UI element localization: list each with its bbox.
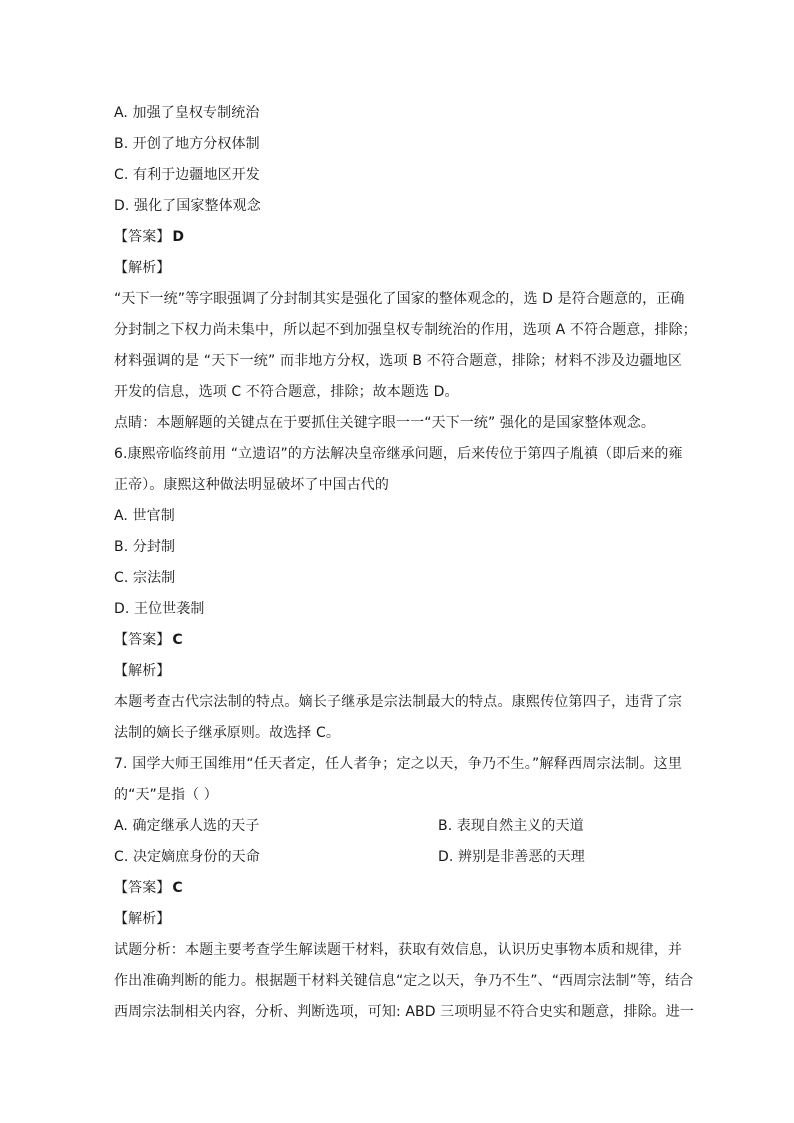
answer-label: 【答案】 [114, 229, 171, 245]
q5-analysis-line: 材料强调的是 “天下一统” 而非地方分权，选项 B 不符合题意，排除；材料不涉及边疆地区 [114, 353, 682, 369]
q6-analysis-line: 本题考查古代宗法制的特点。嫡长子继承是宗法制最大的特点。康熙传位第四子，违背了宗 [114, 694, 682, 710]
q5-analysis-line: 分封制之下权力尚未集中，所以起不到加强皇权专制统治的作用，选项 A 不符合题意，排除； [114, 322, 697, 338]
q7-option-d: D. 辨别是非善恶的天理 [438, 849, 585, 865]
q5-option-d: D. 强化了国家整体观念 [114, 198, 261, 214]
answer-label: 【答案】 [114, 880, 171, 896]
q7-option-b: B. 表现自然主义的天道 [438, 818, 584, 834]
q6-stem-line: 6.康熙帝临终前用 “立遗诏”的方法解决皇帝继承问题，后来传位于第四子胤禛（即后来的雍 [114, 446, 683, 462]
q7-option-a: A. 确定继承人选的天子 [114, 818, 260, 834]
q7-answer [114, 878, 682, 898]
q7-stem-line: 的“天”是指（ ） [114, 787, 218, 803]
answer-value: C [172, 632, 183, 648]
q5-analysis-line: 开发的信息，选项 C 不符合题意，排除；故本题选 D。 [114, 384, 459, 400]
q5-option-b: B. 开创了地方分权体制 [114, 136, 260, 152]
q6-stem-line: 正帝）。康熙这种做法明显破坏了中国古代的 [114, 477, 389, 493]
q6-option-a: A. 世官制 [114, 508, 175, 524]
q7-analysis-line: 试题分析：本题主要考查学生解读题干材料，获取有效信息，认识历史事物本质和规律，并 [114, 942, 682, 958]
q6-answer [114, 630, 682, 650]
q6-option-c: C. 宗法制 [114, 570, 176, 586]
q5-analysis-line: “天下一统”等字眼强调了分封制其实是强化了国家的整体观念的，选 D 是符合题意的，正确 [114, 291, 685, 307]
q6-option-d: D. 王位世袭制 [114, 601, 205, 617]
q7-options-row-1 [114, 816, 682, 836]
q6-analysis-line: 法制的嫡长子继承原则。故选择 C。 [114, 725, 340, 741]
q5-option-c: C. 有利于边疆地区开发 [114, 167, 260, 183]
q7-analysis-line: 作出准确判断的能力。根据题干材料关键信息“定之以天，争乃不生”、“西周宗法制”等，结合 [114, 973, 694, 989]
answer-value: D [172, 229, 185, 245]
answer-value: C [172, 880, 183, 896]
q7-option-c: C. 决定嫡庶身份的天命 [114, 849, 260, 865]
q5-tip: 点睛：本题解题的关键点在于要抓住关键字眼一一“天下一统” 强化的是国家整体观念。 [114, 415, 655, 431]
q6-option-b: B. 分封制 [114, 539, 176, 555]
answer-label: 【答案】 [114, 632, 171, 648]
q7-analysis-line: 西周宗法制相关内容，分析、判断选项，可知: ABD 三项明显不符合史实和题意，排除。进一 [114, 1004, 694, 1020]
q6-analysis-label: 【解析】 [114, 663, 171, 679]
q7-stem-line: 7. 国学大师王国维用“任天者定，任人者争；定之以天，争乃不生。”解释西周宗法制。这里 [114, 756, 682, 772]
q5-analysis-label: 【解析】 [114, 260, 171, 276]
q7-options-row-2 [114, 847, 682, 867]
q5-answer [114, 227, 682, 247]
q5-option-a: A. 加强了皇权专制统治 [114, 105, 260, 121]
q7-analysis-label: 【解析】 [114, 911, 171, 927]
